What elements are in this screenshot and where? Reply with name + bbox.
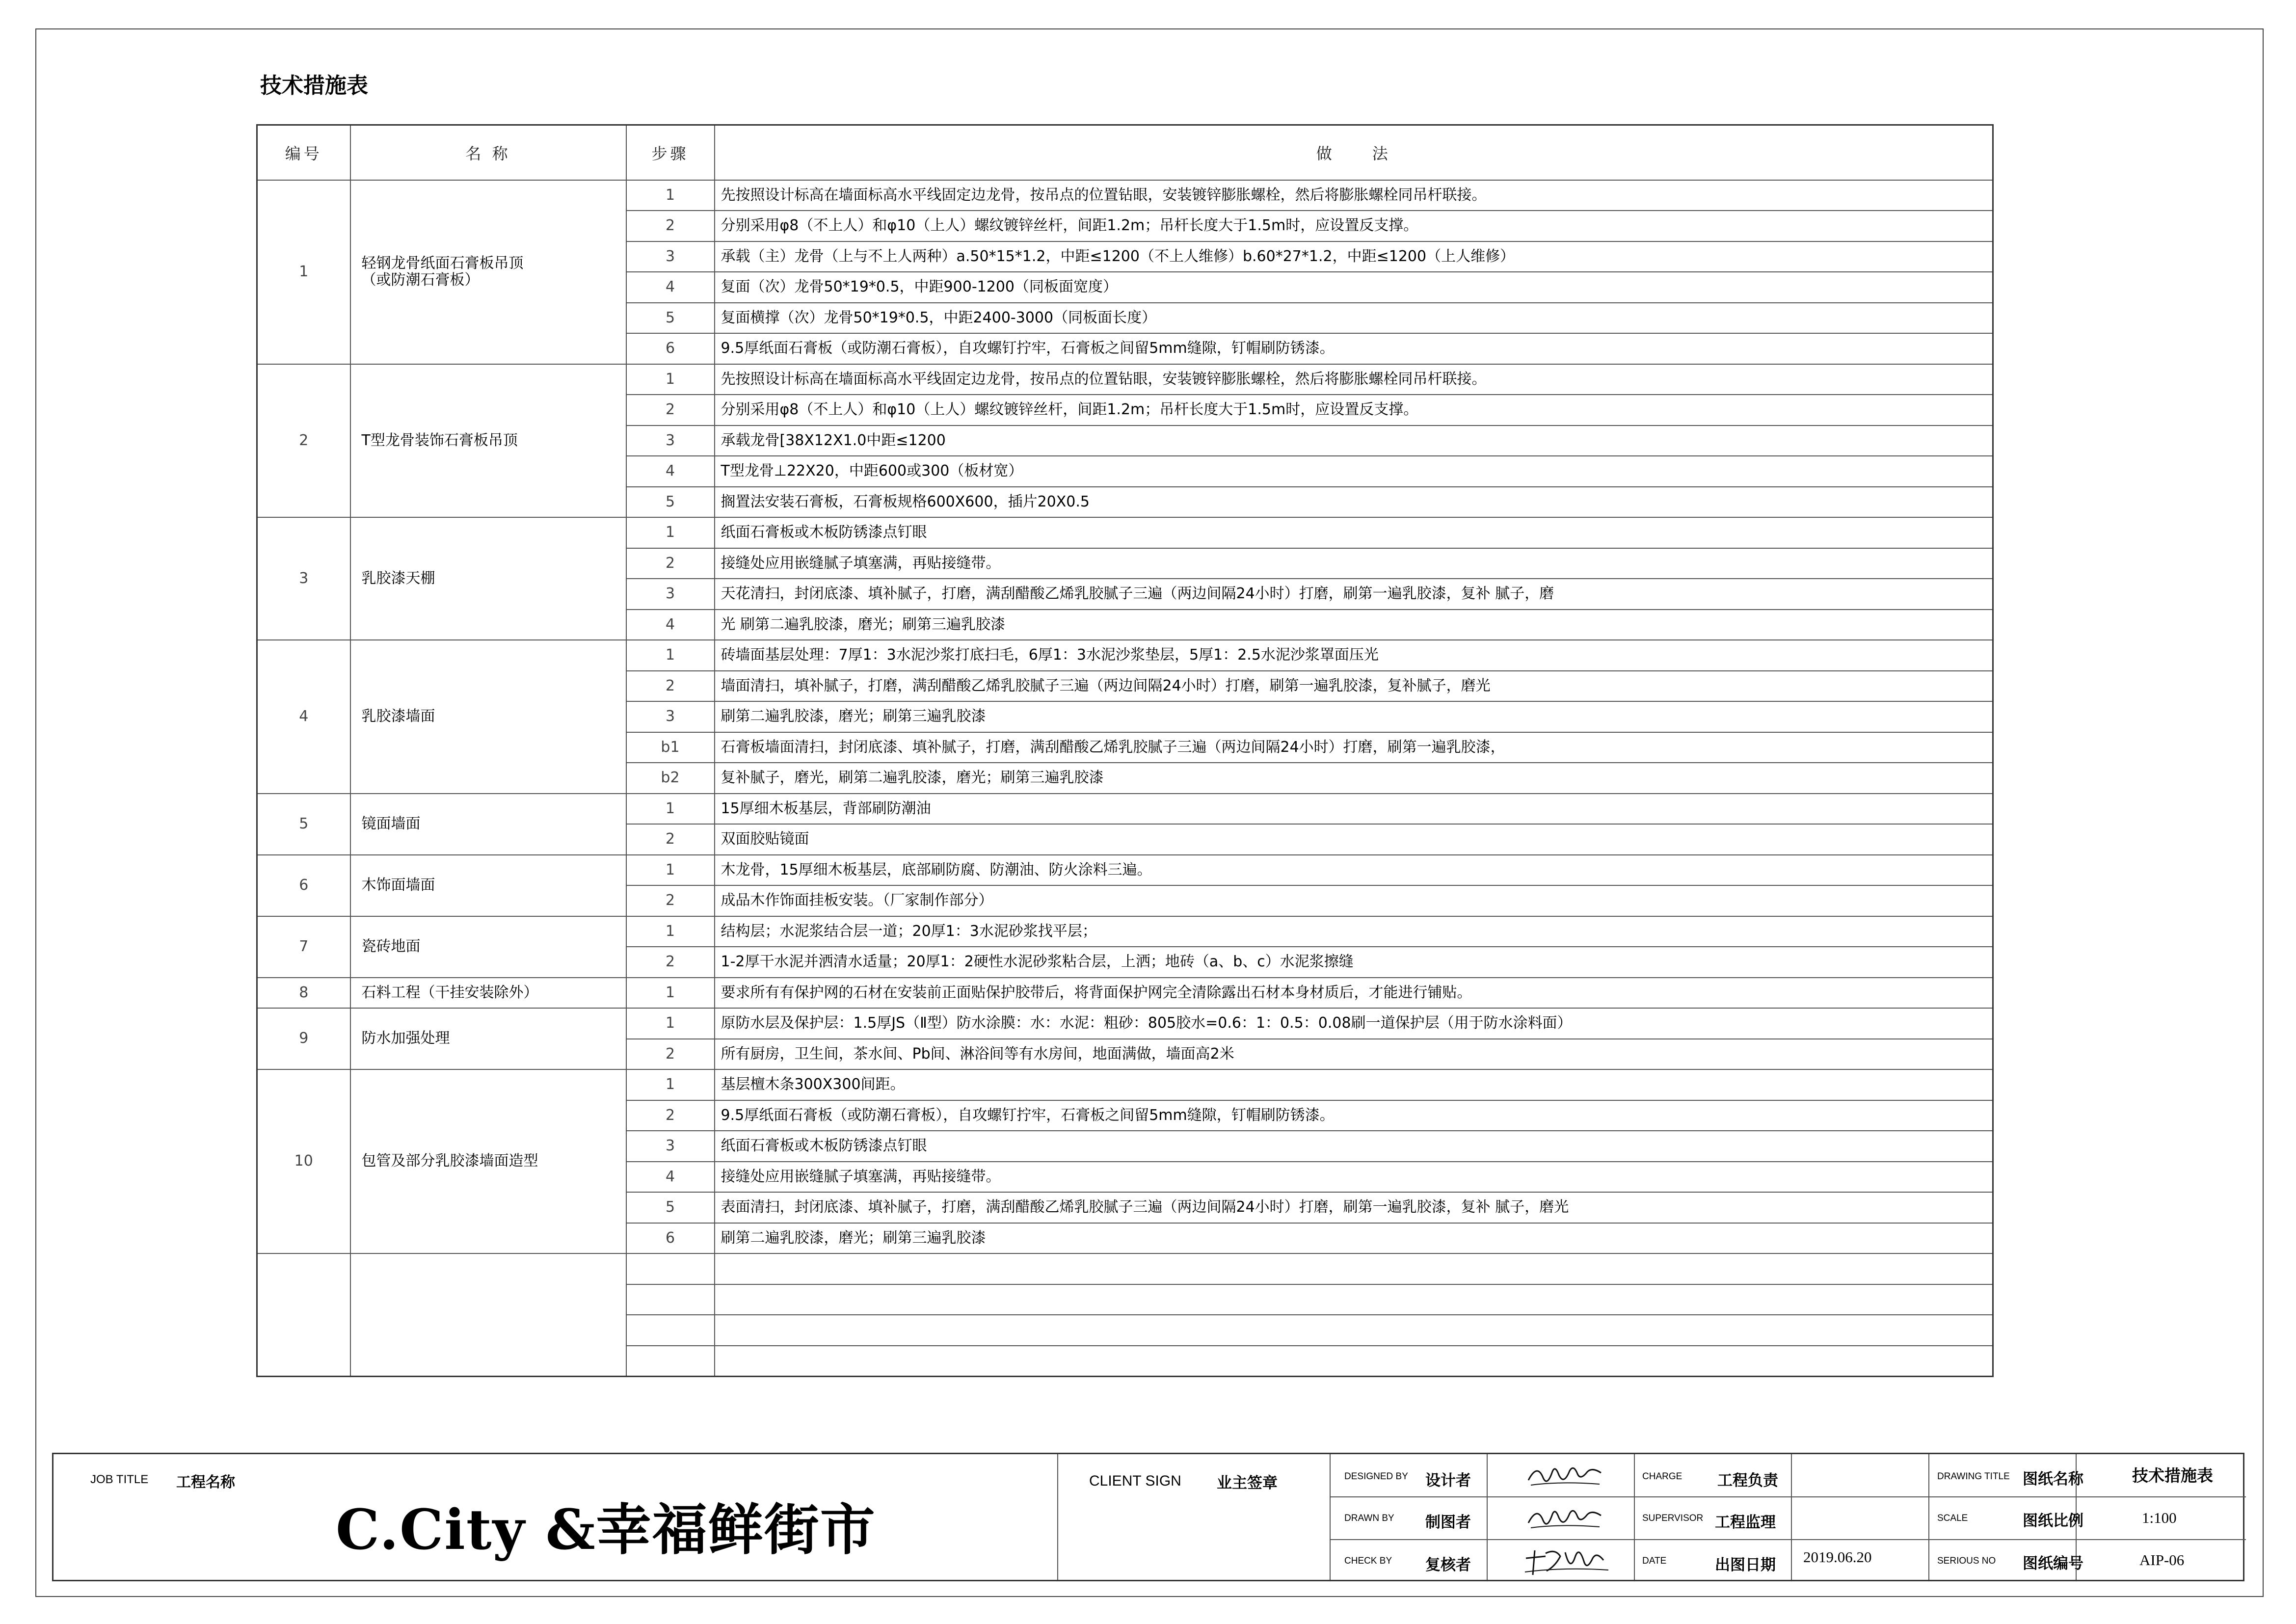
table-row	[257, 517, 1993, 548]
item-name: 乳胶漆天棚	[350, 517, 626, 640]
step-number: 1	[626, 794, 715, 825]
measures-table	[256, 124, 1994, 1377]
step-number: b2	[626, 763, 715, 794]
table-row	[257, 364, 1993, 395]
drawing-title-value: 技术措施表	[2132, 1466, 2213, 1485]
step-number: 2	[626, 395, 715, 426]
step-method-text	[715, 1315, 1993, 1346]
step-method-text: 先按照设计标高在墙面标高水平线固定边龙骨，按吊点的位置钻眼，安装镀锌膨胀螺栓，然后将膨胀螺栓同吊杆联接。	[715, 364, 1993, 395]
charge-label-cn: 工程负责	[1717, 1472, 1778, 1490]
date-label-cn: 出图日期	[1715, 1556, 1776, 1574]
step-number: 1	[626, 1069, 715, 1100]
drafter-signature	[1521, 1501, 1609, 1536]
date-value: 2019.06.20	[1803, 1548, 1872, 1566]
sheet-title: 技术措施表	[260, 73, 368, 98]
scale-value: 1:100	[2142, 1509, 2177, 1526]
scale-label-cn: 图纸比例	[2023, 1512, 2083, 1530]
step-number: 1	[626, 978, 715, 1009]
step-method-text: 基层檀木条300X300间距。	[715, 1069, 1993, 1100]
drawn-by-label-en: DRAWN BY	[1344, 1513, 1394, 1523]
item-number: 5	[257, 794, 350, 855]
supervisor-label-en: SUPERVISOR	[1642, 1513, 1704, 1523]
client-sign-label-cn: 业主签章	[1217, 1474, 1278, 1492]
step-method-text: 双面胶贴镜面	[715, 824, 1993, 855]
item-name: 瓷砖地面	[350, 916, 626, 978]
step-number: 1	[626, 916, 715, 947]
drawn-by-label-cn: 制图者	[1425, 1514, 1471, 1531]
table-row	[257, 180, 1993, 211]
step-method-text: 搁置法安装石膏板，石膏板规格600X600，插片20X0.5	[715, 487, 1993, 518]
step-number: 2	[626, 947, 715, 978]
step-method-text: 墙面清扫，填补腻子，打磨，满刮醋酸乙烯乳胶腻子三遍（两边间隔24小时）打磨，刷第一遍乳胶漆，复补腻子，磨光	[715, 671, 1993, 702]
step-method-text: T型龙骨⊥22X20，中距600或300（板材宽）	[715, 456, 1993, 487]
step-number: 4	[626, 610, 715, 640]
step-method-text: 9.5厚纸面石膏板（或防潮石膏板），自攻螺钉拧牢，石膏板之间留5mm缝隙，钉帽刷防锈漆。	[715, 333, 1993, 364]
job-title-label-en: JOB TITLE	[90, 1473, 149, 1486]
item-name	[350, 1253, 626, 1376]
step-method-text: 复面横撑（次）龙骨50*19*0.5，中距2400-3000（同板面长度）	[715, 303, 1993, 334]
step-method-text: 石膏板墙面清扫，封闭底漆、填补腻子，打磨，满刮醋酸乙烯乳胶腻子三遍（两边间隔24小时）打磨，刷第一遍乳胶漆，	[715, 732, 1993, 763]
table-row	[257, 1069, 1993, 1100]
step-number: 1	[626, 855, 715, 886]
item-name: 镜面墙面	[350, 794, 626, 855]
step-method-text: 结构层；水泥浆结合层一道；20厚1：3水泥砂浆找平层；	[715, 916, 1993, 947]
step-method-text: 所有厨房，卫生间，茶水间、Pb间、淋浴间等有水房间，地面满做，墙面高2米	[715, 1039, 1993, 1070]
step-method-text	[715, 1253, 1993, 1284]
step-number: 2	[626, 824, 715, 855]
designed-by-label-en: DESIGNED BY	[1344, 1471, 1408, 1482]
client-sign-label-en: CLIENT SIGN	[1089, 1473, 1181, 1489]
header-method: 做 法	[715, 125, 1993, 180]
step-number: 2	[626, 1100, 715, 1131]
designer-signature	[1521, 1458, 1609, 1493]
checker-signature	[1521, 1544, 1614, 1580]
step-method-text: 15厚细木板基层，背部刷防潮油	[715, 794, 1993, 825]
step-method-text	[715, 1346, 1993, 1377]
date-label-en: DATE	[1642, 1556, 1667, 1566]
item-number: 2	[257, 364, 350, 518]
table-row	[257, 855, 1993, 886]
step-number: 3	[626, 426, 715, 456]
item-number: 1	[257, 180, 350, 364]
step-number: 2	[626, 1039, 715, 1070]
step-number: 2	[626, 548, 715, 579]
step-method-text	[715, 1284, 1993, 1315]
step-number: 5	[626, 1192, 715, 1223]
job-title-label-cn: 工程名称	[176, 1474, 235, 1491]
step-number: 2	[626, 671, 715, 702]
table-row	[257, 1008, 1993, 1039]
project-name: C.City &幸福鲜街市	[336, 1498, 876, 1562]
step-number	[626, 1346, 715, 1377]
step-method-text: 先按照设计标高在墙面标高水平线固定边龙骨，按吊点的位置钻眼，安装镀锌膨胀螺栓，然后将膨胀螺栓同吊杆联接。	[715, 180, 1993, 211]
check-by-label-en: CHECK BY	[1344, 1556, 1392, 1566]
table-row	[257, 916, 1993, 947]
item-name: 石料工程（干挂安装除外）	[350, 978, 626, 1009]
step-method-text: 砖墙面基层处理：7厚1：3水泥沙浆打底扫毛，6厚1：3水泥沙浆垫层，5厚1：2.5水泥沙浆罩面压光	[715, 640, 1993, 671]
step-number: 1	[626, 364, 715, 395]
step-number: 3	[626, 1131, 715, 1162]
step-method-text: 天花清扫，封闭底漆、填补腻子，打磨，满刮醋酸乙烯乳胶腻子三遍（两边间隔24小时）打磨，刷第一遍乳胶漆，复补 腻子，磨	[715, 579, 1993, 610]
step-number: 6	[626, 333, 715, 364]
step-number: 2	[626, 211, 715, 241]
measures-body	[257, 180, 1993, 1377]
step-number: 1	[626, 640, 715, 671]
table-row	[257, 978, 1993, 1009]
step-method-text: 接缝处应用嵌缝腻子填塞满，再贴接缝带。	[715, 1162, 1993, 1193]
step-number: 4	[626, 456, 715, 487]
step-number: 5	[626, 487, 715, 518]
item-number: 3	[257, 517, 350, 640]
step-method-text: 承载（主）龙骨（上与不上人两种）a.50*15*1.2，中距≤1200（不上人维修）b.60*27*1.2，中距≤1200（上人维修）	[715, 241, 1993, 272]
table-row	[257, 640, 1993, 671]
supervisor-label-cn: 工程监理	[1715, 1514, 1776, 1531]
item-name: T型龙骨装饰石膏板吊顶	[350, 364, 626, 518]
step-method-text: 复补腻子，磨光，刷第二遍乳胶漆，磨光；刷第三遍乳胶漆	[715, 763, 1993, 794]
step-number: 1	[626, 517, 715, 548]
item-number: 7	[257, 916, 350, 978]
step-number: 3	[626, 701, 715, 732]
step-number: b1	[626, 732, 715, 763]
item-name: 防水加强处理	[350, 1008, 626, 1069]
step-method-text: 要求所有有保护网的石材在安装前正面贴保护胶带后，将背面保护网完全清除露出石材本身材质后，才能进行铺贴。	[715, 978, 1993, 1009]
step-number: 5	[626, 303, 715, 334]
step-number: 1	[626, 1008, 715, 1039]
serious-no-value: AIP-06	[2139, 1551, 2185, 1569]
table-row	[257, 794, 1993, 825]
serious-no-label-cn: 图纸编号	[2023, 1555, 2083, 1572]
step-number: 4	[626, 1162, 715, 1193]
step-number	[626, 1284, 715, 1315]
designed-by-label-cn: 设计者	[1425, 1472, 1471, 1490]
step-method-text: 9.5厚纸面石膏板（或防潮石膏板），自攻螺钉拧牢，石膏板之间留5mm缝隙，钉帽刷防锈漆。	[715, 1100, 1993, 1131]
step-method-text: 复面（次）龙骨50*19*0.5，中距900-1200（同板面宽度）	[715, 272, 1993, 303]
table-header-row	[257, 125, 1993, 180]
step-number: 1	[626, 180, 715, 211]
header-step: 步骤	[626, 125, 715, 180]
step-number: 3	[626, 241, 715, 272]
step-method-text: 表面清扫，封闭底漆、填补腻子，打磨，满刮醋酸乙烯乳胶腻子三遍（两边间隔24小时）打磨，刷第一遍乳胶漆，复补 腻子，磨光	[715, 1192, 1993, 1223]
step-method-text: 原防水层及保护层：1.5厚JS（Ⅱ型）防水涂膜：水：水泥：粗砂：805胶水=0.6：1：0.5：0.08刷一道保护层（用于防水涂料面）	[715, 1008, 1993, 1039]
step-number: 4	[626, 272, 715, 303]
step-method-text: 刷第二遍乳胶漆，磨光；刷第三遍乳胶漆	[715, 1223, 1993, 1254]
header-name: 名 称	[350, 125, 626, 180]
step-method-text: 光 刷第二遍乳胶漆，磨光；刷第三遍乳胶漆	[715, 610, 1993, 640]
title-block	[52, 1453, 2244, 1581]
item-number: 8	[257, 978, 350, 1009]
step-method-text: 承载龙骨[38X12X1.0中距≤1200	[715, 426, 1993, 456]
step-number: 6	[626, 1223, 715, 1254]
step-method-text: 1-2厚干水泥并洒清水适量；20厚1：2硬性水泥砂浆粘合层，上洒；地砖（a、b、c）水泥浆擦缝	[715, 947, 1993, 978]
step-number: 2	[626, 885, 715, 916]
step-number	[626, 1315, 715, 1346]
drawing-title-label-en: DRAWING TITLE	[1937, 1471, 2010, 1482]
step-method-text: 刷第二遍乳胶漆，磨光；刷第三遍乳胶漆	[715, 701, 1993, 732]
step-method-text: 分别采用φ8（不上人）和φ10（上人）螺纹镀锌丝杆，间距1.2m；吊杆长度大于1.5m时，应设置反支撑。	[715, 395, 1993, 426]
step-method-text: 接缝处应用嵌缝腻子填塞满，再贴接缝带。	[715, 548, 1993, 579]
item-number: 10	[257, 1069, 350, 1253]
step-number: 3	[626, 579, 715, 610]
step-number	[626, 1253, 715, 1284]
table-row	[257, 1253, 1993, 1284]
scale-label-en: SCALE	[1937, 1513, 1968, 1523]
charge-label-en: CHARGE	[1642, 1471, 1682, 1482]
step-method-text: 木龙骨，15厚细木板基层，底部刷防腐、防潮油、防火涂料三遍。	[715, 855, 1993, 886]
item-name: 乳胶漆墙面	[350, 640, 626, 794]
item-number: 4	[257, 640, 350, 794]
item-number	[257, 1253, 350, 1376]
item-name: 包管及部分乳胶漆墙面造型	[350, 1069, 626, 1253]
step-method-text: 成品木作饰面挂板安装。（厂家制作部分）	[715, 885, 1993, 916]
step-method-text: 纸面石膏板或木板防锈漆点钉眼	[715, 517, 1993, 548]
drawing-title-label-cn: 图纸名称	[2023, 1470, 2083, 1488]
item-name: 木饰面墙面	[350, 855, 626, 916]
header-number: 编号	[257, 125, 350, 180]
check-by-label-cn: 复核者	[1425, 1556, 1471, 1574]
step-method-text: 分别采用φ8（不上人）和φ10（上人）螺纹镀锌丝杆，间距1.2m；吊杆长度大于1.5m时，应设置反支撑。	[715, 211, 1993, 241]
serious-no-label-en: SERIOUS NO	[1937, 1556, 1996, 1566]
item-number: 6	[257, 855, 350, 916]
item-number: 9	[257, 1008, 350, 1069]
item-name: 轻钢龙骨纸面石膏板吊顶 （或防潮石膏板）	[350, 180, 626, 364]
step-method-text: 纸面石膏板或木板防锈漆点钉眼	[715, 1131, 1993, 1162]
